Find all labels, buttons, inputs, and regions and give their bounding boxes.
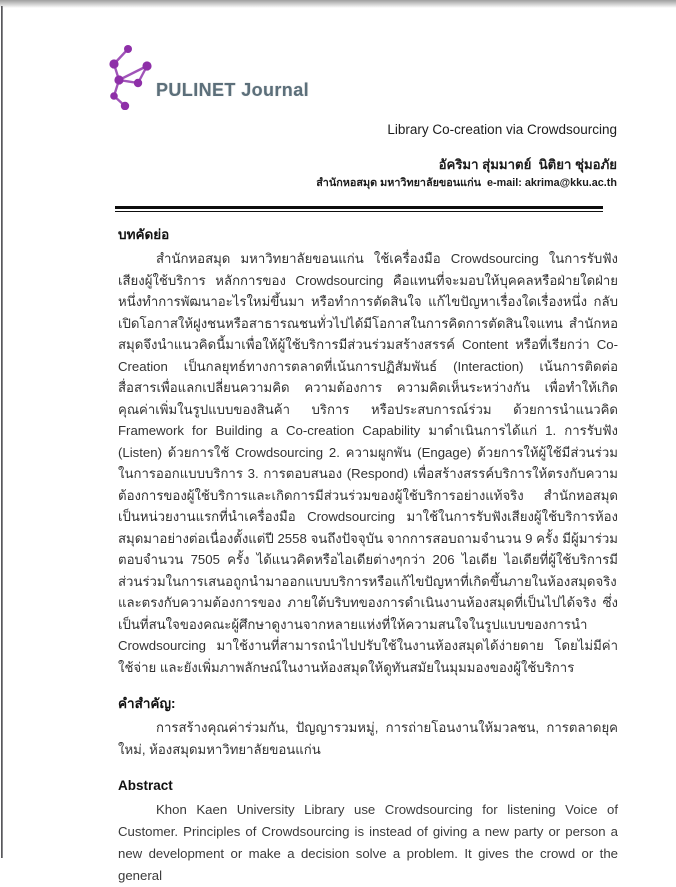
molecule-network-icon: [97, 42, 153, 110]
page-top-scan-edge: [0, 0, 676, 8]
keywords-paragraph: การสร้างคุณค่าร่วมกัน, ปัญญารวมหมู่, การถ่ายโอนงานให้มวลชน, การตลาดยุคใหม่, ห้องสมุดมหาวิทยาลัยขอนแก่น: [118, 720, 618, 757]
logo-wordmark: PULINET Journal: [156, 80, 310, 100]
article-body: [118, 224, 618, 887]
abstract-en-heading: Abstract: [118, 778, 173, 793]
affiliation-line: สำนักหอสมุด มหาวิทยาลัยขอนแก่น e-mail: akrima@kku.ac.th: [316, 177, 617, 189]
header-block: [118, 120, 617, 191]
paper-title: Library Co-creation via Crowdsourcing: [387, 122, 617, 137]
page-left-scan-edge: [1, 6, 3, 858]
header-divider-rule: [115, 206, 603, 212]
keywords-heading: คำสำคัญ:: [118, 696, 176, 711]
pulinet-journal-logo: [97, 42, 309, 110]
author-names: อัคริมา สุ่มมาตย์ นิติยา ชุ่มอภัย: [438, 157, 617, 172]
abstract-en-paragraph: Khon Kaen University Library use Crowdsourcing for listening Voice of Customer. Principles of Crowdsourcing is instead of giving a new party or person a new development or make a decision solve a problem. It gives the crowd or the general: [118, 802, 618, 883]
abstract-th-heading: บทคัดย่อ: [118, 227, 170, 242]
abstract-th-paragraph: สำนักหอสมุด มหาวิทยาลัยขอนแก่น ใช้เครื่องมือ Crowdsourcing ในการรับฟังเสียงผู้ใช้บริการ หลักการของ Crowdsourcing คือแทนที่จะมอบให้บุคคลหรือฝ่ายใดฝ่ายหนึ่งทำการพัฒนาอะไรใหม่ขึ้นมา หรือทำการตัดสินใจ แก้ไขปัญหาเรื่องใดเรื่องหนึ่ง กลับเปิดโอกาสให้ฝูงชนหรือสาธารณชนทั่วไปได้มีโอกาสในการคิดการตัดสินใจแทน สำนักหอสมุดจึงนำแนวคิดนี้มาเพื่อให้ผู้ใช้บริการมีส่วนร่วมสร้างสรรค์ Content หรือที่เรียกว่า Co-Creation เป็นกลยุทธ์ทางการตลาดที่เน้นการปฏิสัมพันธ์ (Interaction) เน้นการติดต่อสื่อสารเพื่อแลกเปลี่ยนความคิด ความต้องการ ความคิดเห็นระหว่างกัน เพื่อทำให้เกิดคุณค่าเพิ่มในรูปแบบของสินค้า บริการ หรือประสบการณ์ร่วม ด้วยการนำแนวคิด Framework for Building a Co-creation Capability มาดำเนินการได้แก่ 1. การรับฟัง (Listen) ด้วยการใช้ Crowdsourcing 2. ความผูกพัน (Engage) ด้วยการให้ผู้ใช้มีส่วนร่วมในการออกแบบบริการ 3. การตอบสนอง (Respond) เพื่อสร้างสรรค์บริการให้ตรงกับความต้องการของผู้ใช้บริการและเกิดการมีส่วนร่วมของผู้ใช้บริการอย่างแท้จริง สำนักหอสมุดเป็นหน่วยงานแรกที่นำเครื่องมือ Crowdsourcing มาใช้ในการรับฟังเสียงผู้ใช้บริการห้องสมุดมาอย่างต่อเนื่องตั้งแต่ปี 2558 จนถึงปัจจุบัน จากการสอบถามจำนวน 9 ครั้ง มีผู้มาร่วมตอบจำนวน 7505 ครั้ง ได้แนวคิดหรือไอเดียต่างๆกว่า 206 ไอเดีย ไอเดียที่ผู้ใช้บริการมีส่วนร่วมในการเสนอถูกนำมาออกแบบบริการหรือแก้ไขปัญหาที่เกิดขึ้นภายในห้องสมุดจริง และตรงกับความต้องการของ ภายใต้บริบทของการดำเนินงานห้องสมุดที่เป็นไปได้จริง ซึ่งเป็นที่สนใจของคณะผู้ศึกษาดูงานจากหลายแห่งที่ให้ความสนใจในรูปแบบของการนำ Crowdsourcing มาใช้งานที่สามารถนำไปปรับใช้ในงานห้องสมุดได้ง่ายดาย โดยไม่มีค่าใช้จ่าย และยังเพิ่มภาพลักษณ์ในงานห้องสมุดให้ดูทันสมัยในมุมมองของผู้ใช้บริการ: [118, 251, 618, 675]
